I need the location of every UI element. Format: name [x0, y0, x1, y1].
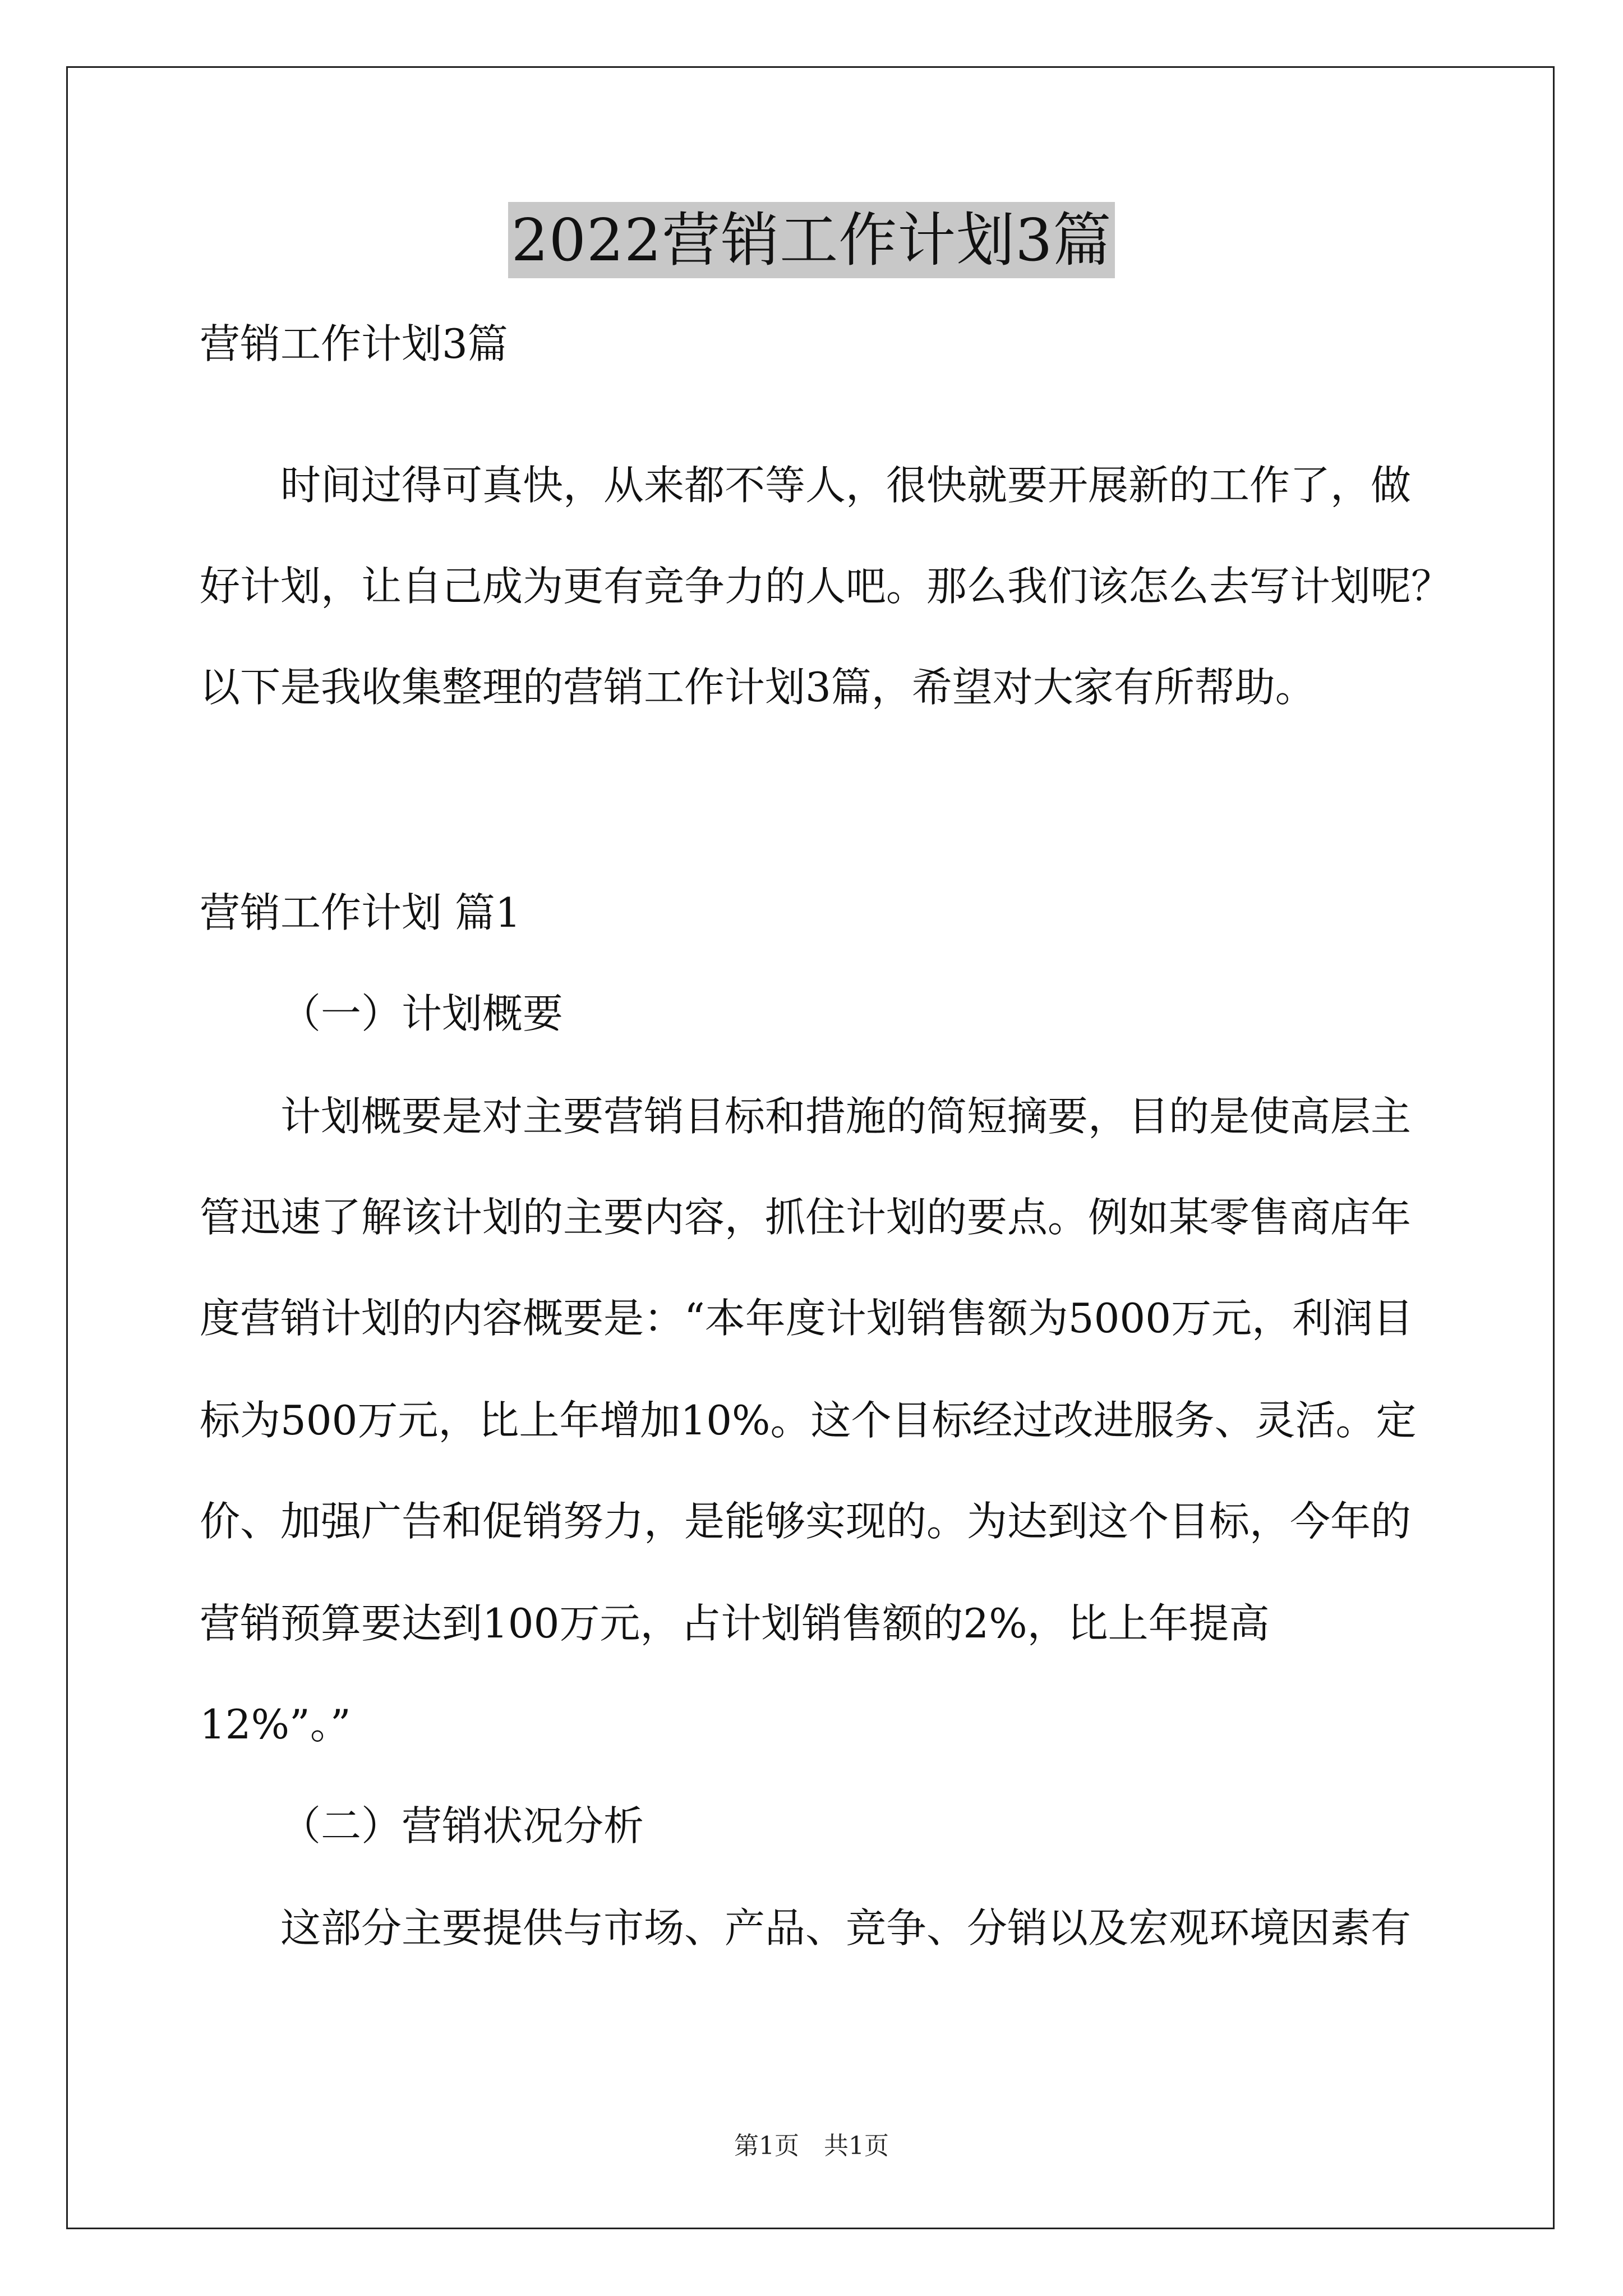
part1-line-1: 计划概要是对主要营销目标和措施的简短摘要，目的是使高层主	[280, 1093, 1412, 1140]
part1-line-7: 12%”。”	[200, 1701, 351, 1748]
document-title: 2022营销工作计划3篇	[508, 202, 1115, 278]
part1-line-6: 营销预算要达到100万元，占计划销售额的2%，比上年提高	[200, 1600, 1270, 1647]
intro-line-3: 以下是我收集整理的营销工作计划3篇，希望对大家有所帮助。	[200, 664, 1316, 711]
part1-line-5: 价、加强广告和促销努力，是能够实现的。为达到这个目标，今年的	[200, 1498, 1412, 1545]
part1-line-2: 管迅速了解该计划的主要内容，抓住计划的要点。例如某零售商店年	[200, 1194, 1412, 1241]
part1-line-3: 度营销计划的内容概要是：“本年度计划销售额为5000万元，利润目	[200, 1295, 1414, 1342]
subtitle: 营销工作计划3篇	[200, 320, 508, 367]
section-heading: 营销工作计划 篇1	[200, 889, 521, 936]
part2-heading: （二）营销状况分析	[280, 1802, 644, 1849]
part1-line-4: 标为500万元，比上年增加10%。这个目标经过改进服务、灵活。定	[200, 1397, 1417, 1444]
intro-line-2: 好计划，让自己成为更有竞争力的人吧。那么我们该怎么去写计划呢？	[200, 563, 1452, 610]
page-footer: 第1页 共1页	[734, 2132, 889, 2160]
intro-line-1: 时间过得可真快，从来都不等人，很快就要开展新的工作了，做	[280, 462, 1412, 509]
part1-heading: （一）计划概要	[280, 990, 564, 1037]
part2-line-1: 这部分主要提供与市场、产品、竞争、分销以及宏观环境因素有	[280, 1904, 1412, 1952]
title-container	[0, 202, 1623, 278]
